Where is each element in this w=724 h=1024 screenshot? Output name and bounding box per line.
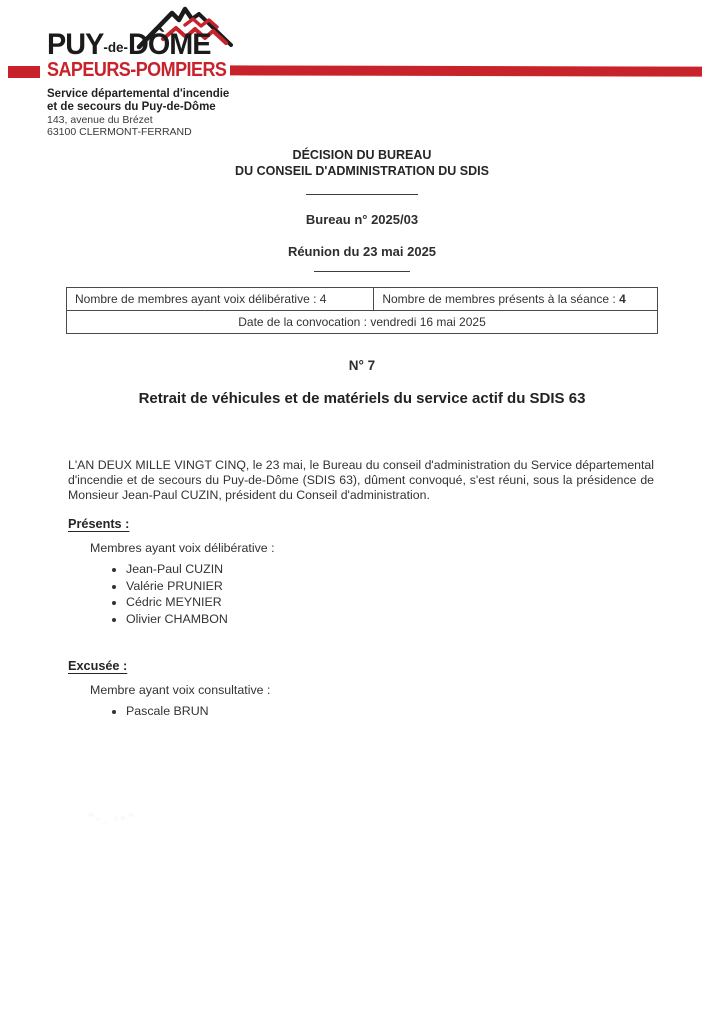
faint-ink-smudge: ‾ᵕ. ᴸᵛ‾ (88, 813, 136, 827)
title-underline-rule (306, 194, 418, 195)
present-members-cell (374, 288, 658, 311)
org-line1: Service départemental d'incendie (47, 88, 230, 100)
present-members-value: 4 (619, 292, 626, 306)
address-line1: 143, avenue du Brézet (47, 114, 153, 126)
presents-heading: Présents : (68, 517, 130, 531)
organization-address (47, 88, 229, 138)
org-line2: et de secours du Puy-de-Dôme (47, 101, 216, 113)
list-item: • Valérie PRUNIER (126, 580, 628, 593)
list-item: • Olivier CHAMBON (126, 613, 628, 626)
address-line2: 63100 CLERMONT-FERRAND (47, 126, 192, 138)
present-members-label: Nombre de membres présents à la séance : (382, 292, 616, 306)
deliberative-members-label: Nombre de membres ayant voix délibérative : (75, 292, 317, 306)
membership-info-table (66, 287, 658, 334)
excused-section (68, 659, 628, 722)
logo-name-part2: -de- (103, 39, 128, 55)
logo-wordmark (47, 28, 211, 62)
excused-subheading: Membre ayant voix consultative : (90, 683, 271, 697)
decision-number: N° 7 (348, 358, 376, 373)
list-item: • Pascale BRUN (126, 705, 628, 718)
excused-heading: Excusée : (68, 659, 128, 673)
deliberative-members-cell (67, 288, 374, 311)
logo-name-part1: PUY (47, 28, 104, 61)
document-title (0, 147, 724, 179)
excused-member-list (112, 705, 628, 718)
deliberative-members-value: 4 (319, 292, 327, 306)
date-underline-rule (314, 271, 410, 272)
document-title-line1: DÉCISION DU BUREAU (292, 148, 432, 162)
logo-subtitle: SAPEURS-POMPIERS (47, 59, 227, 81)
table-row (67, 288, 658, 311)
logo-name-part3: DÔME (127, 28, 211, 61)
presents-subheading: Membres ayant voix délibérative : (90, 541, 275, 555)
decision-subject: Retrait de véhicules et de matériels du service actif du SDIS 63 (138, 390, 586, 407)
convocation-date-label: Date de la convocation : (238, 315, 367, 329)
convocation-date-cell (67, 311, 658, 334)
list-item: • Cédric MEYNIER (126, 596, 628, 609)
meeting-date: Réunion du 23 mai 2025 (287, 244, 437, 259)
red-accent-block (8, 66, 40, 78)
presents-section (68, 517, 628, 629)
presents-member-list (112, 563, 628, 626)
document-title-line2: DU CONSEIL D'ADMINISTRATION DU SDIS (235, 164, 489, 178)
convocation-date-value: vendredi 16 mai 2025 (370, 315, 486, 329)
bureau-number: Bureau n° 2025/03 (305, 212, 419, 227)
list-item: • Jean-Paul CUZIN (126, 563, 628, 576)
red-divider-bar (230, 65, 702, 76)
table-row (67, 311, 658, 334)
document-heading-block (0, 147, 724, 272)
opening-paragraph: L'AN DEUX MILLE VINGT CINQ, le 23 mai, le Bureau du conseil d'administration du Service départemental d'incendie et de secours du Puy-de-Dôme (SDIS 63), dûment convoqué, s'est réuni, sous la présidence de Monsieur Jean-Paul CUZIN, président du Conseil d'administration. (68, 458, 654, 503)
